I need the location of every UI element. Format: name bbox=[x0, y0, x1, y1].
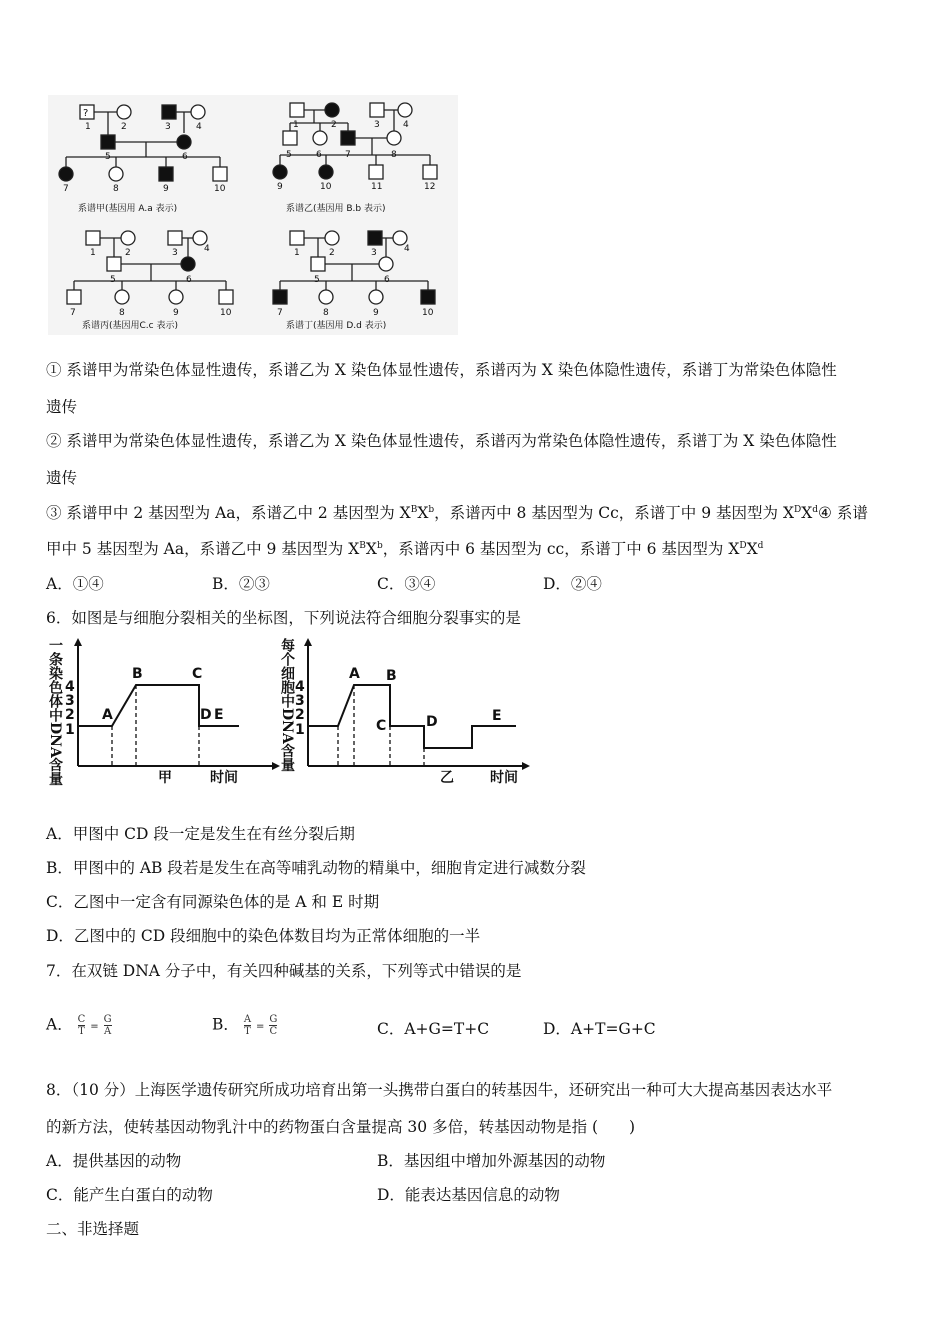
svg-text:10: 10 bbox=[320, 182, 332, 192]
chart-yi bbox=[294, 638, 534, 788]
sup-B: B bbox=[410, 505, 418, 515]
sup-d: d bbox=[757, 541, 764, 551]
jia-ytick-3: 3 bbox=[65, 693, 75, 709]
q7-option-b[interactable]: B． $\frac{A}{T}$ = $\frac{G}{C}$ bbox=[212, 1014, 278, 1037]
yi-point-e: E bbox=[492, 708, 502, 724]
q8-stem-line1: 8．（10 分）上海医学遗传研究所成功培育出第一头携带白蛋白的转基因牛，还研究出一种可大大提高基因表达水平 bbox=[46, 1081, 833, 1099]
q5-option-c[interactable]: C．③④ bbox=[377, 575, 436, 593]
s3-part4: X bbox=[801, 504, 813, 522]
svg-text:7: 7 bbox=[277, 308, 283, 318]
svg-text:8: 8 bbox=[113, 184, 119, 194]
q6-option-c[interactable]: C．乙图中一定含有同源染色体的是 A 和 E 时期 bbox=[46, 893, 380, 911]
svg-text:7: 7 bbox=[345, 150, 351, 160]
svg-text:10: 10 bbox=[214, 184, 226, 194]
unknown-mark: ? bbox=[83, 108, 89, 119]
frac-den: T bbox=[244, 1026, 251, 1037]
svg-text:4: 4 bbox=[404, 244, 410, 254]
svg-text:10: 10 bbox=[220, 308, 232, 318]
jia-ytick-1: 1 bbox=[65, 722, 75, 738]
jia-point-d: D bbox=[200, 707, 212, 723]
q8-stem-line2: 的新方法，使转基因动物乳汁中的药物蛋白含量提高 30 多倍，转基因动物是指 ( ) bbox=[46, 1118, 636, 1136]
jia-point-c: C bbox=[192, 666, 203, 682]
frac-num: A bbox=[243, 1014, 252, 1025]
yi-ytick-1: 1 bbox=[295, 722, 305, 738]
s3-part1: ③ 系谱甲中 2 基因型为 Aa，系谱乙中 2 基因型为 X bbox=[46, 504, 411, 522]
svg-text:5: 5 bbox=[314, 275, 320, 285]
svg-text:2: 2 bbox=[125, 248, 131, 258]
svg-text:5: 5 bbox=[105, 152, 111, 162]
frac-den: T bbox=[78, 1026, 85, 1037]
svg-text:6: 6 bbox=[316, 150, 322, 160]
q5-statement-1: ① 系谱甲为常染色体显性遗传，系谱乙为 X 染色体显性遗传，系谱丙为 X 染色体隐性遗传，系谱丁为常染色体隐性 bbox=[46, 361, 837, 379]
q7-option-b-label: B． bbox=[212, 1015, 239, 1034]
svg-text:3: 3 bbox=[165, 122, 171, 132]
svg-text:2: 2 bbox=[331, 120, 337, 130]
sup-b: b bbox=[376, 541, 383, 551]
frac-a-t bbox=[244, 1014, 251, 1037]
q7-option-a-label: A． bbox=[46, 1015, 73, 1034]
pedigree-yi bbox=[273, 103, 437, 214]
svg-text:9: 9 bbox=[373, 308, 379, 318]
jia-ytick-2: 2 bbox=[65, 707, 75, 723]
sup-b: b bbox=[428, 505, 435, 515]
pedigree-title-ding: 系谱丁(基因用 D.d 表示) bbox=[286, 321, 387, 331]
svg-text:11: 11 bbox=[371, 182, 383, 192]
svg-text:10: 10 bbox=[422, 308, 434, 318]
frac-num: G bbox=[269, 1014, 278, 1025]
svg-text:1: 1 bbox=[293, 120, 299, 130]
jia-xlabel: 时间 bbox=[210, 770, 238, 786]
svg-text:8: 8 bbox=[323, 308, 329, 318]
pedigree-title-jia: 系谱甲(基因用 A.a 表示) bbox=[78, 204, 178, 214]
svg-text:9: 9 bbox=[173, 308, 179, 318]
jia-point-e: E bbox=[214, 707, 224, 723]
svg-text:9: 9 bbox=[277, 182, 283, 192]
svg-text:9: 9 bbox=[163, 184, 169, 194]
q7-option-d[interactable]: D．A+T=G+C bbox=[543, 1020, 656, 1038]
pedigree-ding bbox=[273, 231, 435, 331]
svg-text:1: 1 bbox=[90, 248, 96, 258]
pedigree-drawing bbox=[48, 95, 458, 335]
svg-text:8: 8 bbox=[119, 308, 125, 318]
yi-point-b: B bbox=[386, 668, 397, 684]
yi-point-c: C bbox=[376, 718, 387, 734]
svg-text:3: 3 bbox=[374, 120, 380, 130]
svg-text:4: 4 bbox=[196, 122, 202, 132]
frac-num: G bbox=[103, 1014, 112, 1025]
pedigree-bing bbox=[67, 231, 233, 331]
q7-stem: 7．在双链 DNA 分子中，有关四种碱基的关系，下列等式中错误的是 bbox=[46, 962, 522, 980]
s4-part2: X bbox=[365, 540, 377, 558]
chart-yi-ylabel: 每个细胞中DNA含量 bbox=[279, 638, 295, 772]
chart-jia-ylabel: 一条染色体中DNA含量 bbox=[47, 638, 63, 786]
q7-option-a[interactable]: A． $\frac{C}{T}$ = $\frac{G}{A}$ bbox=[46, 1014, 112, 1037]
q5-statement-3 bbox=[46, 503, 868, 523]
sup-B: B bbox=[359, 541, 366, 551]
svg-text:12: 12 bbox=[424, 182, 436, 192]
jia-point-b: B bbox=[132, 666, 143, 682]
sup-d: d bbox=[812, 505, 819, 515]
frac-g-c bbox=[269, 1014, 277, 1037]
svg-text:2: 2 bbox=[329, 248, 335, 258]
frac-den: A bbox=[103, 1026, 112, 1037]
q7-option-c[interactable]: C．A+G=T+C bbox=[377, 1020, 490, 1038]
svg-text:5: 5 bbox=[110, 275, 116, 285]
q5-statement-2-cont: 遗传 bbox=[46, 469, 78, 487]
frac-g-a bbox=[104, 1014, 112, 1037]
svg-text:1: 1 bbox=[85, 122, 91, 132]
frac-c-t bbox=[78, 1014, 86, 1037]
q8-option-b[interactable]: B．基因组中增加外源基因的动物 bbox=[377, 1152, 606, 1170]
q5-option-a[interactable]: A．①④ bbox=[46, 575, 104, 593]
s3-part3: ，系谱丙中 8 基因型为 Cc，系谱丁中 9 基因型为 X bbox=[434, 504, 794, 522]
svg-text:5: 5 bbox=[286, 150, 292, 160]
frac-den: C bbox=[269, 1026, 278, 1037]
svg-text:6: 6 bbox=[186, 275, 192, 285]
svg-text:7: 7 bbox=[63, 184, 69, 194]
q8-option-d[interactable]: D．能表达基因信息的动物 bbox=[377, 1186, 560, 1204]
yi-ytick-2: 2 bbox=[295, 707, 305, 723]
s4-start: ④ 系谱 bbox=[818, 504, 868, 522]
q8-option-a[interactable]: A．提供基因的动物 bbox=[46, 1152, 182, 1170]
jia-ytick-4: 4 bbox=[65, 679, 75, 695]
yi-point-d: D bbox=[426, 714, 438, 730]
pedigree-title-bing: 系谱丙(基因用C.c 表示) bbox=[82, 321, 178, 331]
pedigree-jia bbox=[59, 105, 227, 214]
q5-option-b[interactable]: B．②③ bbox=[212, 575, 270, 593]
yi-ytick-4: 4 bbox=[295, 679, 305, 695]
q6-figure bbox=[44, 638, 534, 788]
pedigree-figure bbox=[48, 95, 458, 335]
q5-statement-1-cont: 遗传 bbox=[46, 398, 78, 416]
sup-D: D bbox=[794, 505, 802, 515]
frac-num: C bbox=[77, 1014, 86, 1025]
svg-text:4: 4 bbox=[403, 120, 409, 130]
jia-name: 甲 bbox=[158, 770, 172, 786]
s4-part4: X bbox=[746, 540, 758, 558]
yi-name: 乙 bbox=[440, 770, 454, 786]
yi-xlabel: 时间 bbox=[490, 770, 518, 786]
q6-option-a[interactable]: A．甲图中 CD 段一定是发生在有丝分裂后期 bbox=[46, 825, 355, 843]
svg-text:6: 6 bbox=[384, 275, 390, 285]
q6-option-d[interactable]: D．乙图中的 CD 段细胞中的染色体数目均为正常体细胞的一半 bbox=[46, 927, 481, 945]
s3-part2: X bbox=[417, 504, 429, 522]
jia-point-a: A bbox=[102, 707, 113, 723]
pedigree-title-yi: 系谱乙(基因用 B.b 表示) bbox=[286, 204, 386, 214]
svg-text:1: 1 bbox=[294, 248, 300, 258]
svg-text:7: 7 bbox=[70, 308, 76, 318]
svg-text:3: 3 bbox=[371, 248, 377, 258]
q5-option-d[interactable]: D．②④ bbox=[543, 575, 602, 593]
yi-ytick-3: 3 bbox=[295, 693, 305, 709]
svg-text:4: 4 bbox=[204, 244, 210, 254]
svg-text:3: 3 bbox=[172, 248, 178, 258]
svg-text:8: 8 bbox=[391, 150, 397, 160]
chart-jia bbox=[64, 638, 284, 788]
sup-D: D bbox=[739, 541, 747, 551]
q5-statement-4 bbox=[46, 539, 763, 559]
yi-point-a: A bbox=[349, 666, 360, 682]
svg-text:6: 6 bbox=[182, 152, 188, 162]
q8-option-c[interactable]: C．能产生白蛋白的动物 bbox=[46, 1186, 213, 1204]
s4-part1: 甲中 5 基因型为 Aa，系谱乙中 9 基因型为 X bbox=[46, 540, 360, 558]
section-heading: 二、非选择题 bbox=[46, 1220, 140, 1238]
q6-option-b[interactable]: B．甲图中的 AB 段若是发生在高等哺乳动物的精巢中，细胞肯定进行减数分裂 bbox=[46, 859, 586, 877]
svg-text:2: 2 bbox=[121, 122, 127, 132]
q5-statement-2: ② 系谱甲为常染色体显性遗传，系谱乙为 X 染色体显性遗传，系谱丙为常染色体隐性遗传，系谱丁为 X 染色体隐性 bbox=[46, 432, 837, 450]
q6-stem: 6．如图是与细胞分裂相关的坐标图，下列说法符合细胞分裂事实的是 bbox=[46, 609, 521, 627]
s4-part3: ，系谱丙中 6 基因型为 cc，系谱丁中 6 基因型为 X bbox=[382, 540, 740, 558]
